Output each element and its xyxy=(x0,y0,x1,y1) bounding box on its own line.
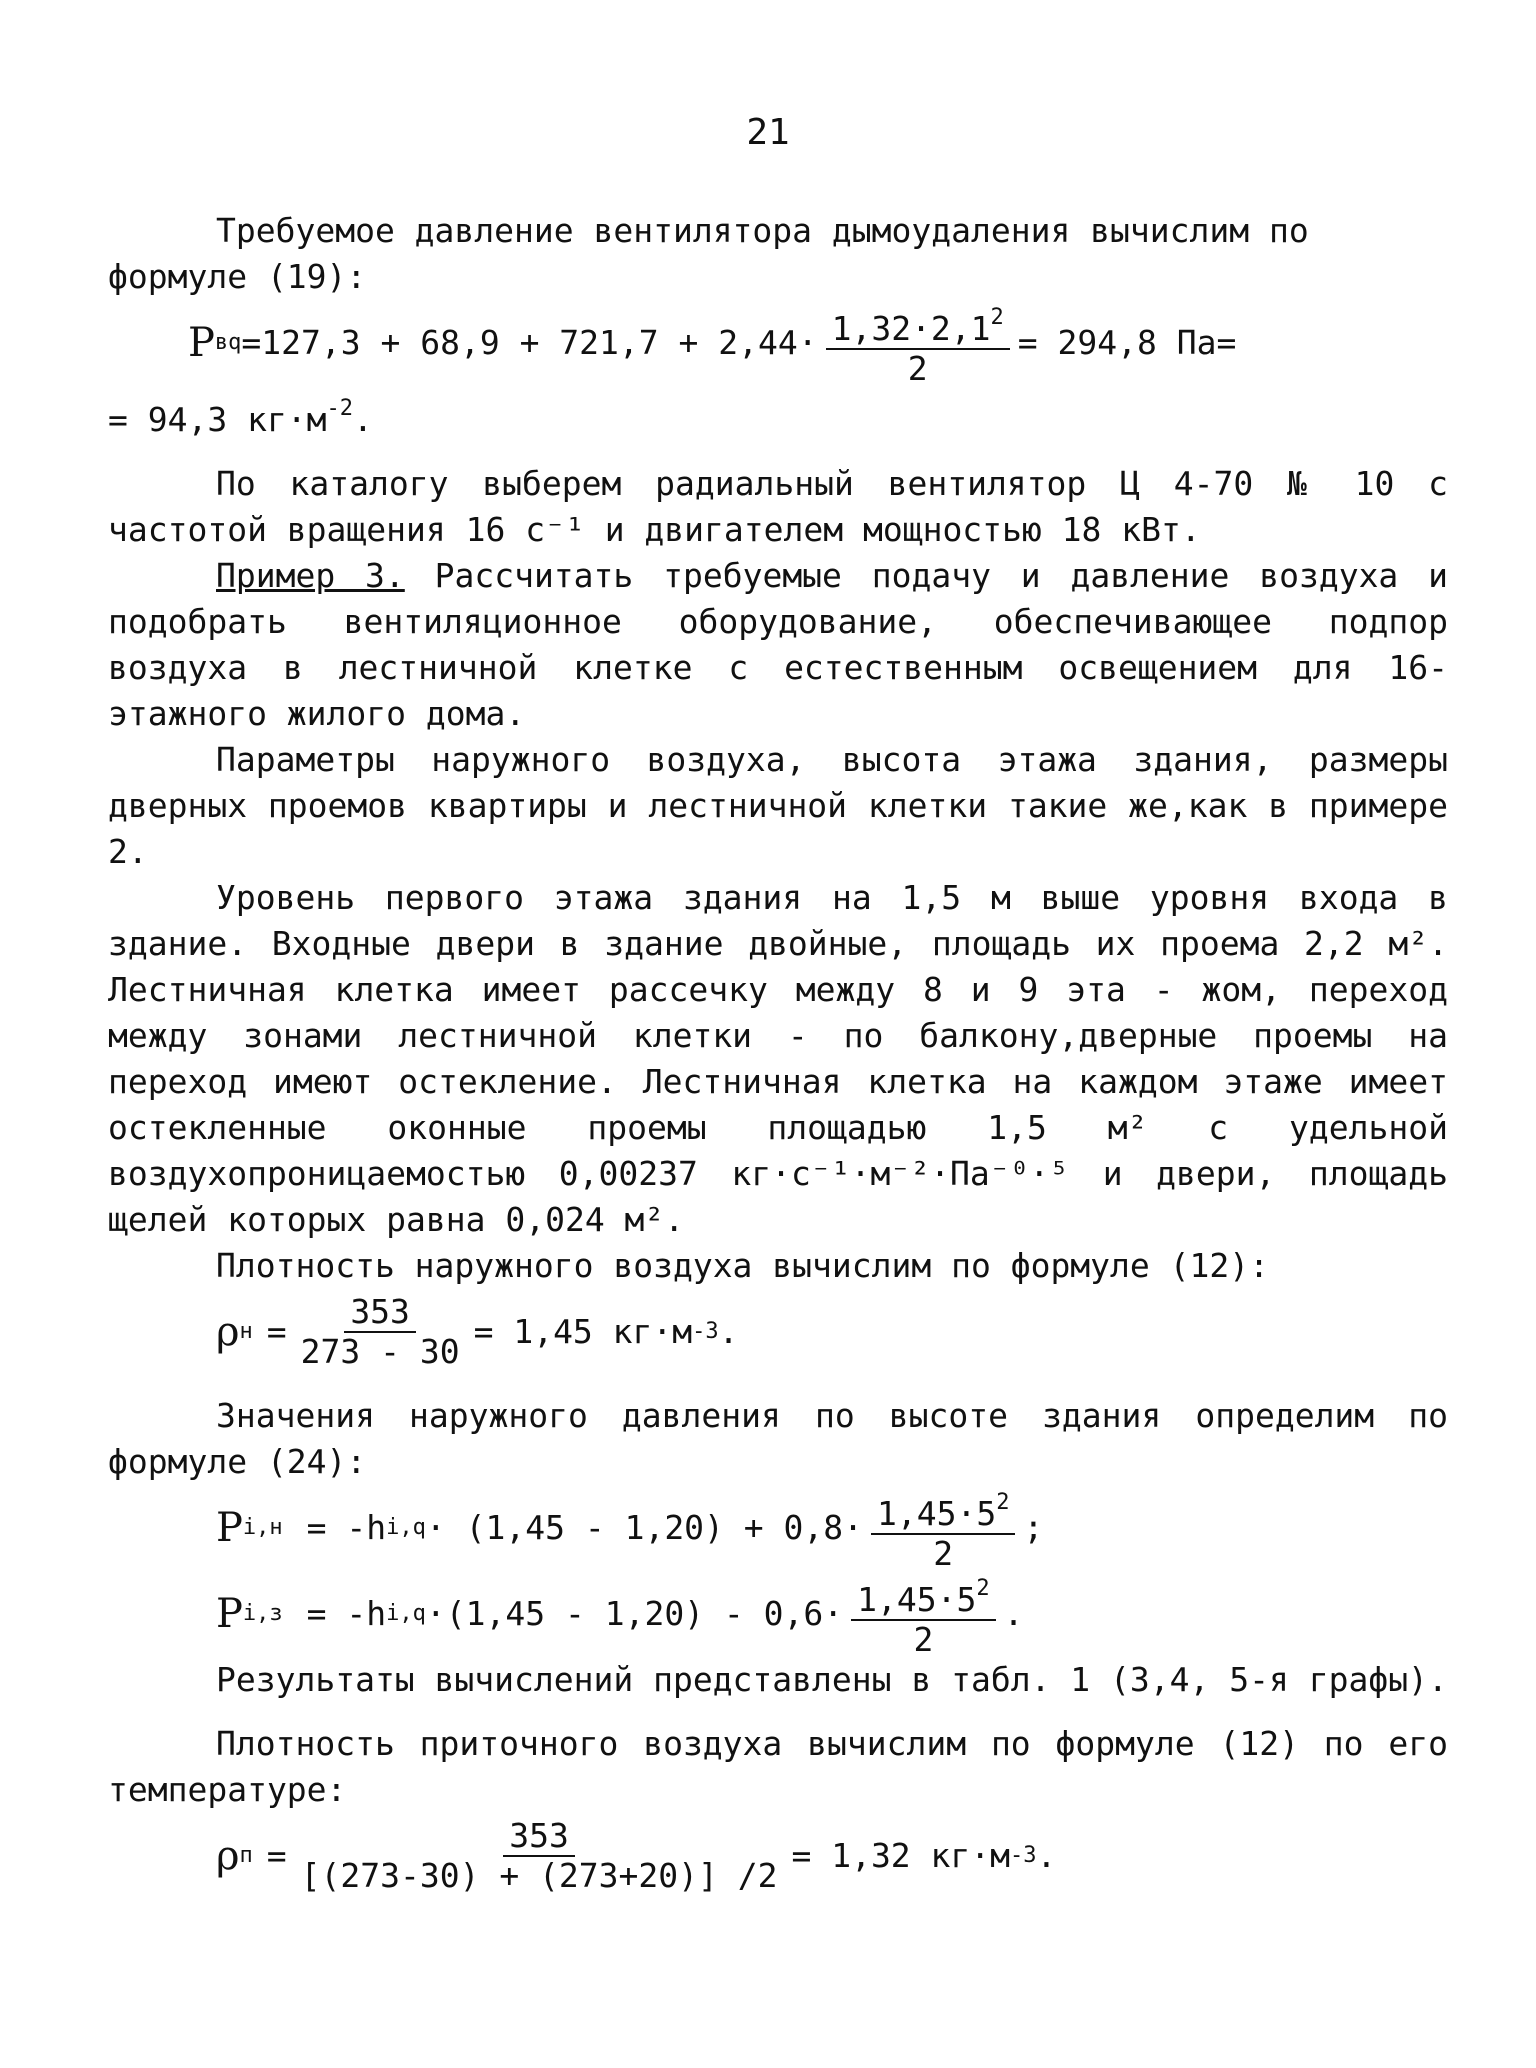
eq2-result: = 1,45 кг·м xyxy=(473,1312,693,1351)
eq3-end: ; xyxy=(1023,1508,1044,1547)
eq2-result-sup: -3 xyxy=(692,1319,719,1344)
equation-outside-density xyxy=(108,1289,1448,1375)
eq3-fraction xyxy=(871,1484,1015,1573)
eq3-subscript: i,н xyxy=(242,1515,283,1540)
eq2-denominator: 273 - 30 xyxy=(300,1332,460,1371)
intro-line-2: формуле (19): xyxy=(108,257,367,296)
paragraph-results: Результаты вычислений представлены в табл. 1 (3,4, 5-я графы). xyxy=(216,1660,1448,1699)
equation-outside-pressure-n xyxy=(108,1485,1448,1571)
eq5-result-sup: -3 xyxy=(1010,1843,1037,1868)
eq5-subscript: п xyxy=(239,1843,253,1868)
eq5-equals: = xyxy=(266,1836,287,1875)
eq2-end: . xyxy=(718,1312,739,1351)
page-number: 21 xyxy=(746,112,790,153)
paragraph-parameters: Параметры наружного воздуха, высота этажа здания, размеры дверных проемов квартиры и лестничной клетки такие же,как в примере 2. xyxy=(108,740,1448,871)
eq1-cont-end: . xyxy=(353,400,373,439)
eq1-cont-sup: -2 xyxy=(326,396,354,421)
paragraph-intro xyxy=(108,208,1448,300)
eq1-result: = 294,8 Па= xyxy=(1017,323,1237,362)
example-label: Пример 3. xyxy=(216,556,405,595)
eq2-equals: = xyxy=(266,1312,287,1351)
eq2-fraction xyxy=(295,1293,466,1371)
eq5-denominator: [(273-30) + (273+20)] /2 xyxy=(300,1856,778,1895)
eq3-numerator-sup: 2 xyxy=(996,1489,1010,1515)
eq4-end: . xyxy=(1003,1594,1024,1633)
eq3-mid-subscript: i,q xyxy=(386,1515,426,1540)
equation-fan-pressure xyxy=(108,300,1448,386)
eq1-continuation xyxy=(108,386,1448,443)
eq4-subscript: i,з xyxy=(242,1601,283,1626)
eq1-subscript: вq xyxy=(214,330,242,355)
eq2-numerator: 353 xyxy=(344,1293,416,1333)
eq4-fraction xyxy=(851,1570,995,1659)
eq5-symbol: ρ xyxy=(216,1833,240,1879)
eq1-symbol: P xyxy=(188,320,215,366)
example-text: Рассчитать требуемые подачу и давление воздуха и подобрать вентиляционное оборудование, обеспечивающее подпор воздуха в лестничной клетке с естественным освещением для 16-этажного жилого дома. xyxy=(108,556,1448,733)
eq3-terms: · (1,45 - 1,20) + 0,8· xyxy=(425,1508,863,1547)
eq2-symbol: ρ xyxy=(216,1309,240,1355)
eq4-mid-subscript: i,q xyxy=(386,1601,426,1626)
eq1-numerator-sup: 2 xyxy=(990,304,1004,330)
paragraph-catalog: По каталогу выберем радиальный вентилятор Ц 4-70 № 10 с частотой вращения 16 с⁻¹ и двигателем мощностью 18 кВт. xyxy=(108,464,1448,549)
eq4-numerator-sup: 2 xyxy=(976,1575,990,1601)
eq3-symbol: P xyxy=(216,1505,243,1551)
eq5-numerator: 353 xyxy=(503,1817,575,1857)
eq3-denominator: 2 xyxy=(933,1533,954,1573)
paragraph-building: Уровень первого этажа здания на 1,5 м выше уровня входа в здание. Входные двери в здание двойные, площадь их проема 2,2 м². Лестничная клетка имеет рассечку между 8 и 9 эта - жом, переход между зонами лестничной клетки - по балкону,дверные проемы на переход имеют остекление. Лестничная клетка на каждом этаже имеет остекленные оконные проемы площадью 1,5 м² с удельной воздухопроницаемостью 0,00237 кг·с⁻¹·м⁻²·Па⁻⁰·⁵ и двери, площадь щелей которых равна 0,024 м². xyxy=(108,878,1448,1239)
eq3-mid: = -h xyxy=(306,1508,387,1547)
eq3-numerator: 1,45·5 xyxy=(877,1493,997,1533)
eq2-subscript: н xyxy=(239,1319,253,1344)
paragraph-supply-density: Плотность приточного воздуха вычислим по формуле (12) по его температуре: xyxy=(108,1724,1448,1809)
eq1-fraction xyxy=(826,299,1010,388)
page-body xyxy=(108,208,1448,1899)
paragraph-example-3 xyxy=(108,553,1448,737)
equation-outside-pressure-z xyxy=(108,1571,1448,1657)
eq4-mid: = -h xyxy=(306,1594,387,1633)
eq5-fraction xyxy=(295,1817,784,1895)
eq4-symbol: P xyxy=(216,1591,243,1637)
eq5-result: = 1,32 кг·м xyxy=(791,1836,1011,1875)
eq1-denominator: 2 xyxy=(907,348,928,388)
eq4-numerator: 1,45·5 xyxy=(857,1579,977,1619)
eq5-end: . xyxy=(1036,1836,1057,1875)
eq1-terms: =127,3 + 68,9 + 721,7 + 2,44· xyxy=(241,323,818,362)
eq4-denominator: 2 xyxy=(913,1619,934,1659)
eq1-numerator: 1,32·2,1 xyxy=(831,308,991,348)
paragraph-outside-pressure: Значения наружного давления по высоте здания определим по формуле (24): xyxy=(108,1396,1448,1481)
eq1-cont-text: = 94,3 кг·м xyxy=(108,400,327,439)
equation-supply-density xyxy=(108,1813,1448,1899)
intro-line-1: Требуемое давление вентилятора дымоудаления вычислим по xyxy=(216,211,1309,250)
paragraph-outside-density: Плотность наружного воздуха вычислим по формуле (12): xyxy=(216,1246,1269,1285)
eq4-terms: ·(1,45 - 1,20) - 0,6· xyxy=(425,1594,844,1633)
